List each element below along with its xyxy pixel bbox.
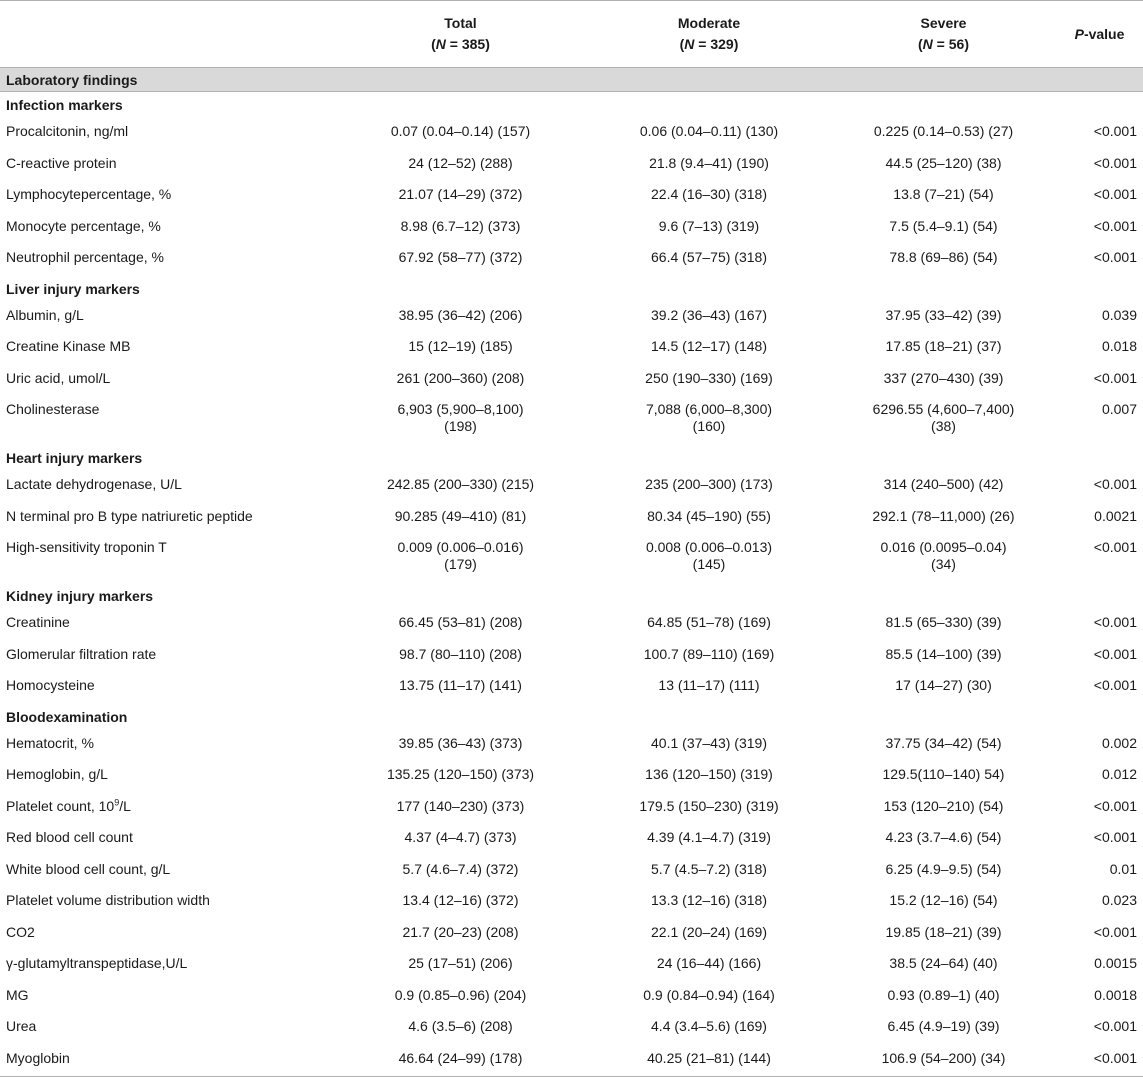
section-band [0, 68, 1143, 92]
cell-pvalue: <0.001 [1093, 249, 1137, 265]
section-title: Heart injury markers [6, 450, 143, 466]
section-heading-row [0, 276, 1143, 302]
row-label: Glomerular filtration rate [6, 645, 157, 662]
cell-severe: 85.5 (14–100) (39) [885, 645, 1002, 662]
cell-moderate: 7,088 (6,000–8,300) (160) [645, 401, 773, 434]
row-label: Lactate dehydrogenase, U/L [6, 476, 182, 492]
cell-total: 242.85 (200–330) (215) [386, 476, 535, 492]
cell-moderate: 4.4 (3.4–5.6) (169) [651, 1018, 767, 1034]
cell-severe: 0.225 (0.14–0.53) (27) [873, 123, 1014, 139]
cell-severe: 78.8 (69–86) (54) [889, 249, 998, 265]
table-body [0, 68, 1143, 1077]
row-label: Procalcitonin, ng/ml [6, 123, 129, 139]
table-row [0, 181, 1143, 213]
cell-pvalue: 0.01 [1109, 860, 1137, 877]
cell-total: 66.45 (53–81) (208) [398, 614, 523, 630]
cell-severe: 81.5 (65–330) (39) [885, 614, 1002, 630]
cell-pvalue: 0.002 [1101, 734, 1137, 751]
row-label-tail: /L [119, 797, 131, 814]
cell-severe: 129.5(110–140) 54) [882, 766, 1005, 782]
cell-pvalue: <0.001 [1093, 539, 1137, 555]
row-label: C-reactive protein [6, 154, 117, 171]
table-row [0, 333, 1143, 365]
cell-moderate: 14.5 (12–17) (148) [651, 338, 767, 354]
cell-total: 261 (200–360) (208) [396, 369, 525, 386]
cell-pvalue: <0.001 [1093, 123, 1137, 139]
table-row [0, 503, 1143, 535]
cell-severe: 4.23 (3.7–4.6) (54) [885, 829, 1002, 845]
row-label: Neutrophil percentage, % [6, 249, 164, 265]
cell-moderate: 250 (190–330) (169) [645, 369, 773, 386]
cell-moderate: 22.4 (16–30) (318) [651, 186, 767, 202]
row-label: Hemoglobin, g/L [6, 766, 108, 782]
table-row [0, 982, 1143, 1014]
cell-pvalue: <0.001 [1093, 797, 1137, 814]
table-row [0, 609, 1143, 641]
row-label-superscript: 9 [114, 796, 120, 807]
table-row [0, 118, 1143, 150]
row-label: High-sensitivity troponin T [6, 539, 167, 555]
row-label: γ-glutamyltranspeptidase,U/L [6, 955, 188, 971]
cell-total: 13.75 (11–17) (141) [399, 677, 522, 693]
cell-total: 177 (140–230) (373) [396, 797, 525, 814]
table-row [0, 534, 1143, 583]
cell-total: 5.7 (4.6–7.4) (372) [402, 860, 519, 877]
cell-severe: 7.5 (5.4–9.1) (54) [889, 217, 998, 234]
table-row [0, 672, 1143, 704]
table-row [0, 396, 1143, 445]
table-row [0, 302, 1143, 334]
row-label: Hematocrit, % [6, 734, 94, 751]
cell-moderate: 80.34 (45–190) (55) [647, 507, 771, 524]
section-title: Liver injury markers [6, 280, 140, 297]
cell-pvalue: <0.001 [1093, 829, 1137, 845]
cell-total: 46.64 (24–99) (178) [334, 1045, 587, 1077]
table-row [0, 856, 1143, 888]
cell-pvalue: <0.001 [1093, 614, 1137, 630]
cell-total: 21.7 (20–23) (208) [402, 923, 519, 940]
table-row [0, 1013, 1143, 1045]
row-label: Uric acid, umol/L [6, 369, 111, 386]
cell-pvalue: <0.001 [1093, 1018, 1137, 1034]
row-label: Platelet volume distribution width [6, 892, 210, 908]
cell-severe: 153 (120–210) (54) [883, 797, 1004, 814]
cell-moderate: 5.7 (4.5–7.2) (318) [651, 860, 767, 877]
cell-severe: 314 (240–500) (42) [883, 476, 1004, 492]
cell-pvalue: <0.001 [1093, 154, 1137, 171]
cell-severe: 13.8 (7–21) (54) [893, 186, 994, 202]
table-row [0, 887, 1143, 919]
section-title: Infection markers [6, 97, 123, 113]
row-label: N terminal pro B type natriuretic peptide [6, 507, 253, 524]
cell-total: 15 (12–19) (185) [408, 338, 513, 354]
cell-pvalue: <0.001 [1093, 923, 1137, 940]
cell-total: 4.6 (3.5–6) (208) [408, 1018, 513, 1034]
cell-total: 0.009 (0.006–0.016) (179) [397, 539, 524, 572]
cell-severe: 44.5 (25–120) (38) [885, 154, 1002, 171]
cell-pvalue: 0.039 [1101, 306, 1137, 323]
table-row [0, 950, 1143, 982]
cell-moderate: 13.3 (12–16) (318) [651, 892, 767, 908]
table-row [0, 793, 1143, 825]
row-label: Creatinine [6, 614, 70, 630]
cell-total: 39.85 (36–43) (373) [398, 734, 523, 751]
row-label: White blood cell count, g/L [6, 860, 171, 877]
row-label: Cholinesterase [6, 401, 100, 417]
cell-total: 25 (17–51) (206) [408, 955, 513, 971]
cell-severe: 292.1 (78–11,000) (26) [872, 507, 1015, 524]
table-row [0, 1045, 1143, 1077]
row-label: CO2 [6, 923, 35, 940]
table-row [0, 150, 1143, 182]
cell-moderate: 0.06 (0.04–0.11) (130) [639, 123, 779, 139]
cell-pvalue: 0.018 [1101, 338, 1137, 354]
cell-total: 13.4 (12–16) (372) [402, 892, 519, 908]
cell-pvalue: <0.001 [1093, 476, 1137, 492]
row-label: Myoglobin [0, 1045, 334, 1077]
cell-moderate: 39.2 (36–43) (167) [651, 306, 767, 323]
cell-severe: 17 (14–27) (30) [895, 677, 992, 693]
row-label: Creatine Kinase MB [6, 338, 131, 354]
row-label: MG [6, 986, 29, 1003]
cell-severe: 15.2 (12–16) (54) [889, 892, 998, 908]
row-label: Urea [6, 1018, 37, 1034]
cell-pvalue: 0.007 [1101, 401, 1137, 417]
row-label: Monocyte percentage, % [6, 217, 161, 234]
cell-total: 21.07 (14–29) (372) [398, 186, 523, 202]
table-row [0, 641, 1143, 673]
cell-total: 38.95 (36–42) (206) [398, 306, 523, 323]
header-moderate: Moderate (N = 329) [587, 1, 831, 68]
section-heading-row [0, 445, 1143, 471]
cell-moderate: 136 (120–150) (319) [645, 766, 773, 782]
table-header [0, 1, 1143, 68]
cell-total: 135.25 (120–150) (373) [386, 766, 535, 782]
cell-pvalue: 0.0015 [1094, 955, 1137, 971]
cell-severe: 0.016 (0.0095–0.04) (34) [880, 539, 1007, 572]
header-total: Total (N = 385) [334, 1, 587, 68]
cell-pvalue: <0.001 [1093, 677, 1137, 693]
cell-moderate: 66.4 (57–75) (318) [651, 249, 767, 265]
header-pvalue: P-value [1056, 1, 1143, 68]
cell-total: 6,903 (5,900–8,100) (198) [397, 401, 524, 434]
cell-total: 67.92 (58–77) (372) [398, 249, 523, 265]
cell-pvalue: <0.001 [1093, 369, 1137, 386]
row-label: Homocysteine [6, 677, 95, 693]
cell-severe: 37.75 (34–42) (54) [885, 734, 1002, 751]
cell-moderate: 13 (11–17) (111) [658, 677, 760, 693]
table-row [0, 365, 1143, 397]
section-title: Kidney injury markers [6, 588, 154, 604]
cell-pvalue: 0.0018 [1094, 986, 1137, 1003]
cell-moderate: 40.25 (21–81) (144) [587, 1045, 831, 1077]
cell-moderate: 21.8 (9.4–41) (190) [649, 154, 769, 171]
cell-pvalue: 0.0021 [1094, 507, 1137, 524]
band-label: Laboratory findings [0, 68, 1143, 92]
cell-total: 98.7 (80–110) (208) [399, 645, 522, 662]
section-title: Bloodexamination [6, 708, 128, 725]
cell-total: 4.37 (4–4.7) (373) [404, 829, 517, 845]
table-row [0, 919, 1143, 951]
cell-total: 0.07 (0.04–0.14) (157) [390, 123, 531, 139]
table-row [0, 471, 1143, 503]
cell-severe: 6296.55 (4,600–7,400) (38) [872, 401, 1015, 434]
row-label: Red blood cell count [6, 829, 133, 845]
cell-moderate: 179.5 (150–230) (319) [639, 797, 779, 814]
row-label [0, 793, 334, 825]
cell-severe: 38.5 (24–64) (40) [889, 955, 998, 971]
section-heading-row [0, 583, 1143, 609]
cell-pvalue: <0.001 [1056, 1045, 1143, 1077]
cell-severe: 37.95 (33–42) (39) [885, 306, 1002, 323]
cell-moderate: 40.1 (37–43) (319) [651, 734, 767, 751]
cell-severe: 6.25 (4.9–9.5) (54) [885, 860, 1002, 877]
header-severe: Severe (N = 56) [831, 1, 1056, 68]
header-empty-cell [0, 1, 334, 68]
cell-moderate: 22.1 (20–24) (169) [651, 923, 767, 940]
table-row [0, 213, 1143, 245]
cell-moderate: 9.6 (7–13) (319) [658, 217, 760, 234]
section-heading-row [0, 704, 1143, 730]
table-row [0, 730, 1143, 762]
cell-total: 90.285 (49–410) (81) [394, 507, 527, 524]
cell-severe: 19.85 (18–21) (39) [885, 923, 1002, 940]
cell-moderate: 235 (200–300) (173) [645, 476, 773, 492]
cell-severe: 337 (270–430) (39) [883, 369, 1004, 386]
cell-pvalue: 0.023 [1101, 892, 1137, 908]
cell-pvalue: <0.001 [1093, 217, 1137, 234]
cell-moderate: 24 (16–44) (166) [656, 955, 762, 971]
table-row [0, 244, 1143, 276]
row-label-text: Platelet count, 10 [6, 797, 115, 814]
cell-severe: 6.45 (4.9–19) (39) [887, 1018, 1000, 1034]
cell-total: 0.9 (0.85–0.96) (204) [394, 986, 527, 1003]
cell-moderate: 0.9 (0.84–0.94) (164) [643, 986, 775, 1003]
cell-pvalue: <0.001 [1093, 645, 1137, 662]
cell-severe: 17.85 (18–21) (37) [885, 338, 1002, 354]
row-label: Lymphocytepercentage, % [6, 186, 172, 202]
cell-moderate: 4.39 (4.1–4.7) (319) [647, 829, 771, 845]
cell-pvalue: 0.012 [1101, 766, 1137, 782]
cell-total: 24 (12–52) (288) [408, 154, 513, 171]
cell-pvalue: <0.001 [1093, 186, 1137, 202]
cell-moderate: 64.85 (51–78) (169) [647, 614, 771, 630]
cell-moderate: 0.008 (0.006–0.013) (145) [645, 539, 773, 572]
cell-severe: 106.9 (54–200) (34) [831, 1045, 1056, 1077]
cell-severe: 0.93 (0.89–1) (40) [887, 986, 1000, 1003]
row-label: Albumin, g/L [6, 306, 84, 323]
table-row [0, 824, 1143, 856]
table-row [0, 761, 1143, 793]
section-heading-row [0, 92, 1143, 119]
cell-moderate: 100.7 (89–110) (169) [643, 645, 775, 662]
cell-total: 8.98 (6.7–12) (373) [400, 217, 521, 234]
